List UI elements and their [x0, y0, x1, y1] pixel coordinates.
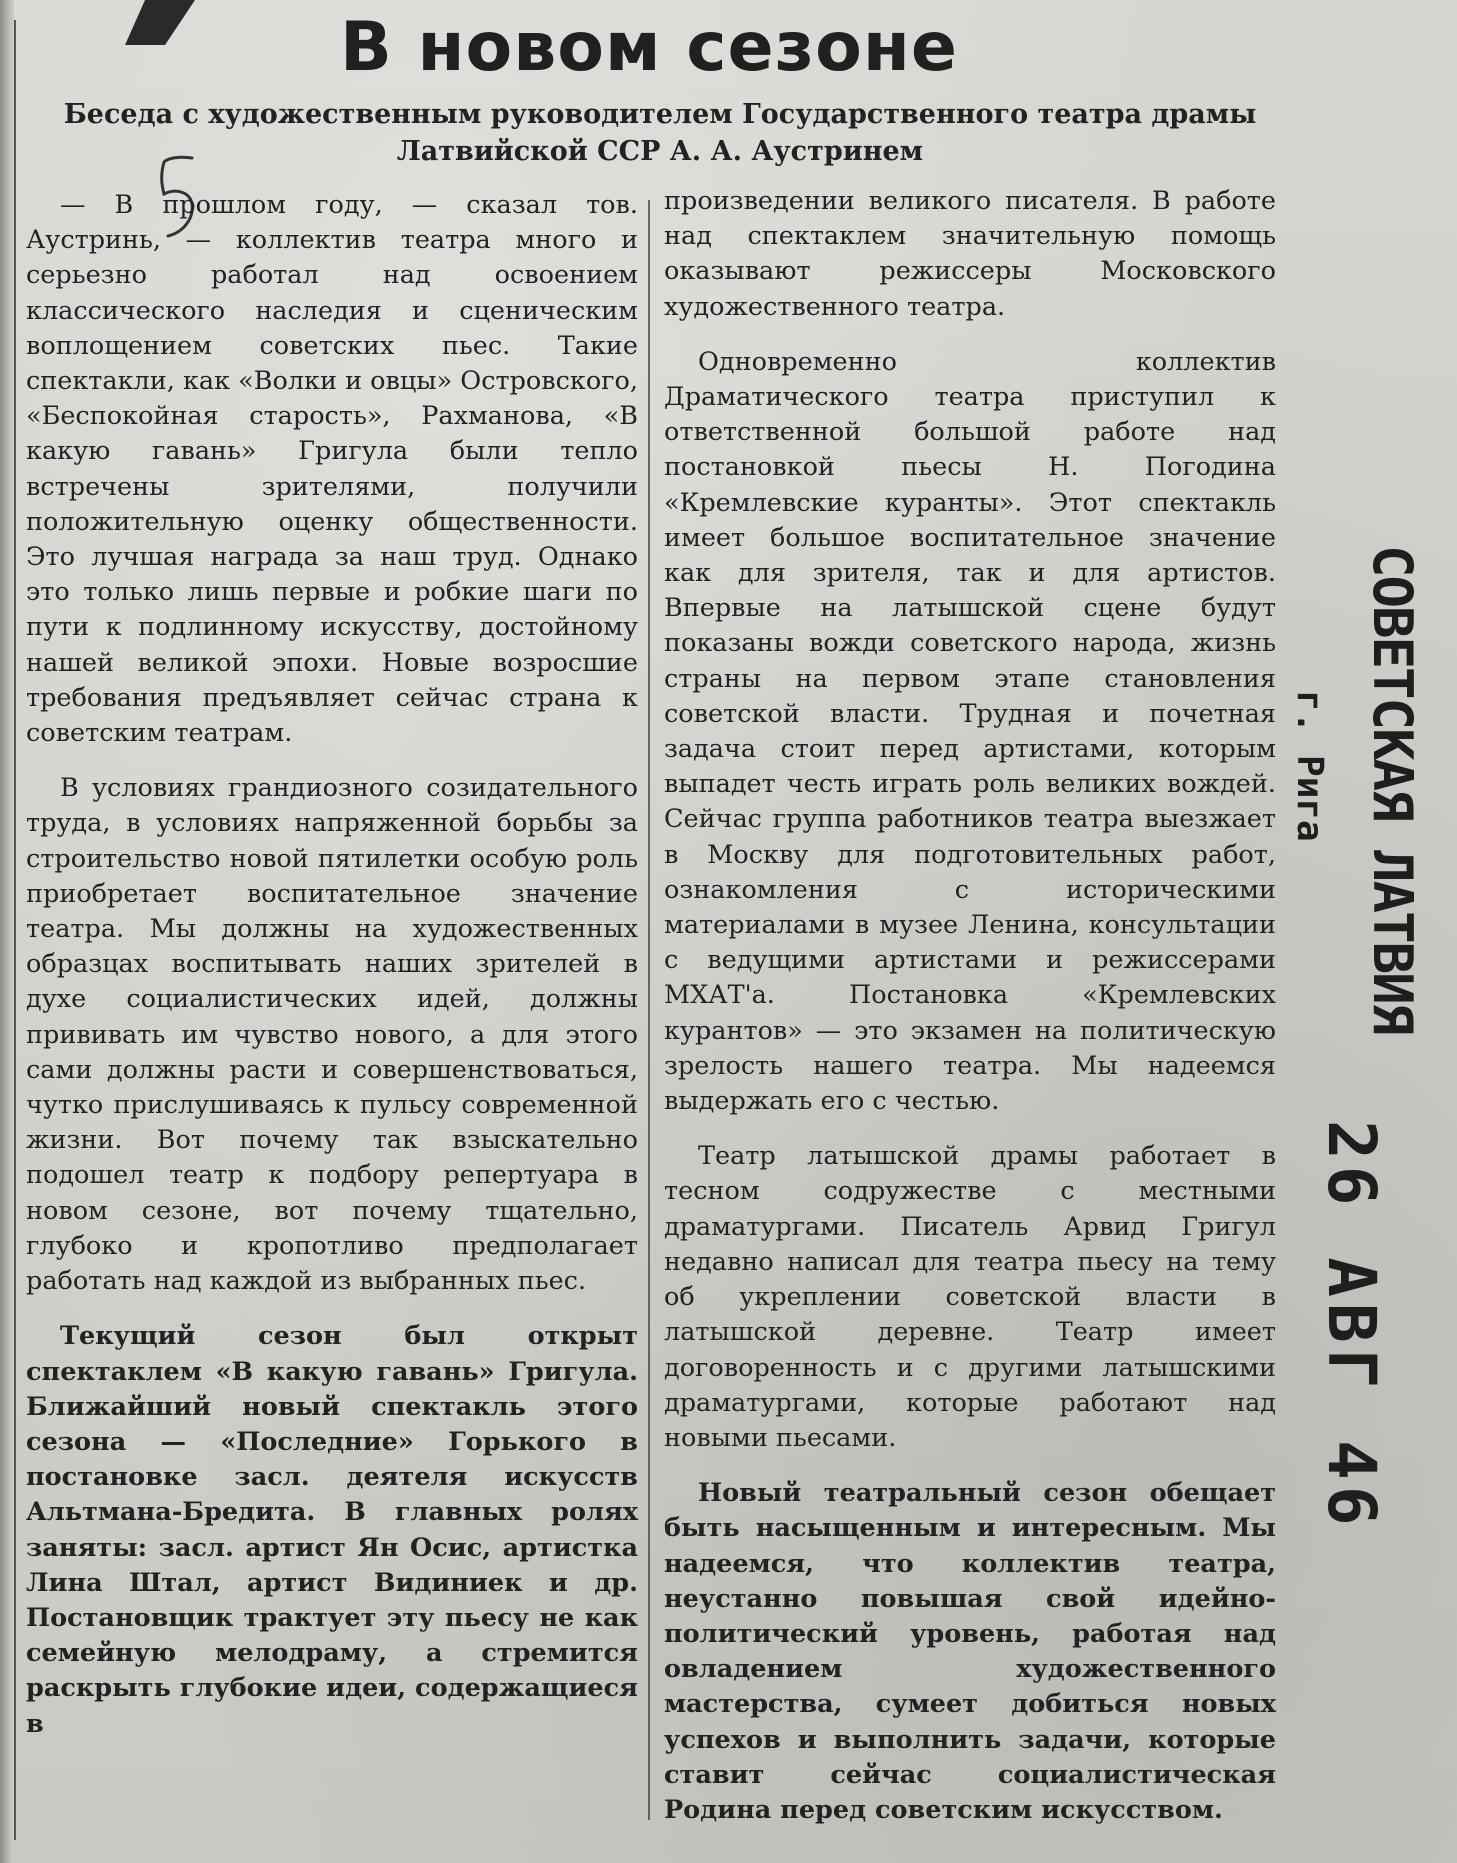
paragraph: — В прошлом году, — сказал тов. Аустринь, — коллектив театра много и серьезно работал над освоением классического наследия и сценическим воплощением советских пьес. Такие спектакли, как «Волки и овцы» Островского, «Беспокойная старость», Рахманова, «В какую гавань» Григула были тепло встречены зрителями, получили положительную оценку общественности. Это лучшая награда за наш труд. Однако это только лишь первые и робкие шаги по пути к подлинному искусству, достойному нашей великой эпохи. Новые возросшие требования предъявляет сейчас страна к советским театрам. [26, 190, 638, 749]
article-headline: В новом сезоне [340, 8, 958, 87]
left-column [26, 188, 638, 1742]
left-border-rule [14, 20, 16, 1840]
city-stamp: г. Рига [1289, 690, 1330, 842]
article-subtitle [30, 96, 1290, 170]
paragraph: Новый театральный сезон обещает быть насыщенным и интересным. Мы надеемся, что коллектив театра, неустанно повышая свой идейно-политический уровень, работая над овладением художественного мастерства, сумеет добиться новых успехов и выполнить задачи, которые ставит сейчас социалистическая Родина перед советским искусством. [664, 1478, 1276, 1825]
paragraph: Текущий сезон был открыт спектаклем «В какую гавань» Григула. Ближайший новый спектакль этого сезона — «Последние» Горького в постановке засл. деятеля искусств Альтмана-Бредита. В главных ролях заняты: засл. артист Ян Осис, артистка Лина Штал, артист Видиниек и др. Постановщик трактует эту пьесу не как семейную мелодраму, а стремится раскрыть глубокие идеи, содержащиеся в [26, 1321, 638, 1739]
newspaper-name-stamp: СОВЕТСКАЯ ЛАТВИЯ [1361, 545, 1424, 1034]
date-stamp: 26 АВГ 46 [1313, 1120, 1390, 1532]
paragraph: Одновременно коллектив Драматического театра приступил к ответственной большой работе над постановкой пьесы Н. Погодина «Кремлевские куранты». Этот спектакль имеет большое воспитательное значение как для зрителя, так и для артистов. Впервые на латышской сцене будут показаны вожди советского народа, жизнь страны на первом этапе становления советской власти. Трудная и почетная задача стоит перед артистами, которым выпадет честь играть роль великих вождей. Сейчас группа работников театра выезжает в Москву для подготовительных работ, ознакомления с историческими материалами в музее Ленина, консультации с ведущими артистами и режиссерами МХАТ'а. Постановка «Кремлевских курантов» — это экзамен на политическую зрелость нашего театра. Мы надеемся выдержать его с честью. [664, 346, 1276, 1117]
subtitle-line-1: Беседа с художественным руководителем Государственного театра драмы [63, 99, 1257, 130]
ink-corner-mark [125, 0, 195, 45]
subtitle-line-2: Латвийской ССР А. А. Аустринем [396, 136, 924, 167]
column-divider [648, 200, 650, 1820]
paragraph: Театр латышской драмы работает в тесном содружестве с местными драматургами. Писатель Арвид Григул недавно написал для театра пьесу на тему об укреплении советской власти в латышской деревне. Театр имеет договоренность и с другими латышскими драматургами, которые работают над новыми пьесами. [664, 1141, 1276, 1453]
right-column [664, 184, 1276, 1828]
paragraph: произведении великого писателя. В работе над спектаклем значительную помощь оказывают режиссеры Московского художественного театра. [664, 186, 1276, 322]
paper-edge-shadow [0, 0, 14, 1863]
paragraph: В условиях грандиозного созидательного труда, в условиях напряженной борьбы за строительство новой пятилетки особую роль приобретает воспитательное значение театра. Мы должны на художественных образцах воспитывать наших зрителей в духе социалистических идей, должны прививать им чувство нового, а для этого сами должны расти и совершенствоваться, чутко прислушиваясь к пульсу современной жизни. Вот почему так взыскательно подошел театр к подбору репертуара в новом сезоне, вот почему тщательно, глубоко и кропотливо предполагает работать над каждой из выбранных пьес. [26, 773, 638, 1297]
